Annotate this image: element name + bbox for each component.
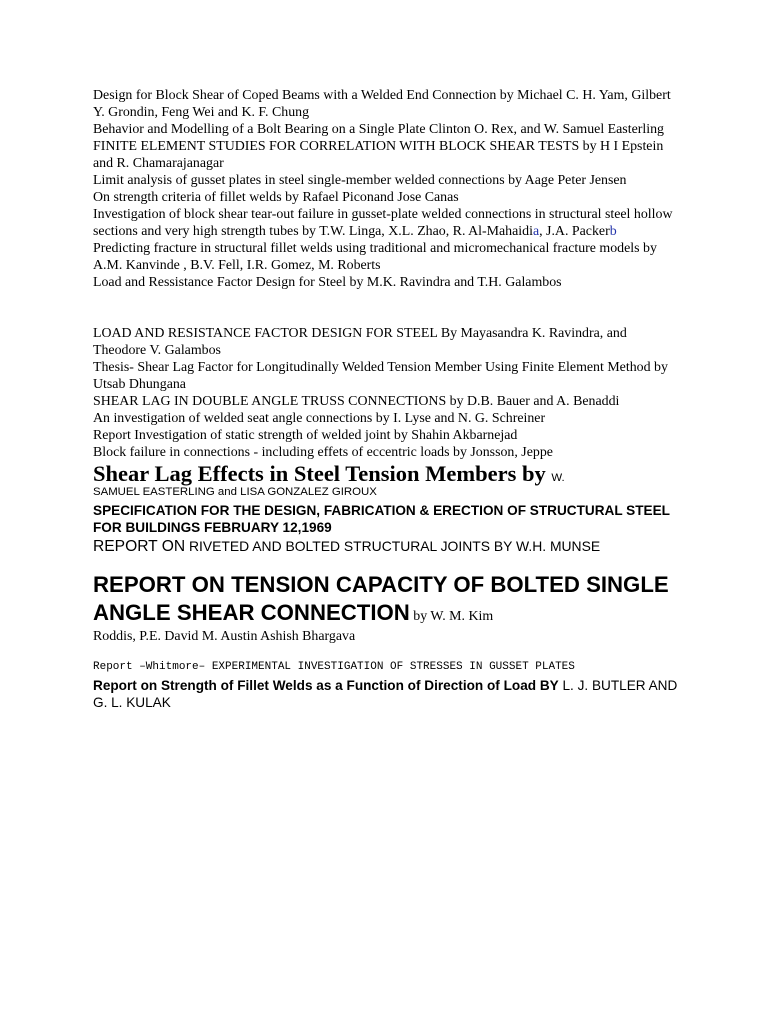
ref-tension-capacity (93, 571, 678, 631)
ref-jonsson: Block failure in connections - including effets of eccentric loads by Jonsson, Jeppe (93, 445, 553, 460)
ref-bauer: SHEAR LAG IN DOUBLE ANGLE TRUSS CONNECTIONS by D.B. Bauer and A. Benaddi (93, 394, 620, 409)
riveted-prefix: REPORT ON (93, 538, 186, 555)
ref-linga-affil-a: a (532, 224, 540, 239)
reference-list (93, 87, 678, 711)
reference-group-c (93, 325, 678, 461)
shear-lag-author-initial: W. (551, 472, 565, 484)
ref-akbarnejad: Report Investigation of static strength of welded joint by Shahin Akbarnejad (93, 428, 518, 443)
ref-yam: Design for Block Shear of Coped Beams with a Welded End Connection by Michael C. H. Yam, Gilbert Y. Grondin, Feng Wei and K. F. Chung (93, 88, 671, 120)
blank-gap (93, 291, 678, 325)
shear-lag-and: and (217, 486, 237, 498)
ref-ravindra: Load and Ressistance Factor Design for Steel by M.K. Ravindra and T.H. Galambos (93, 275, 562, 290)
ref-kanvinde: Predicting fracture in structural fillet welds using traditional and micromechanical fracture models by A.M. Kanvinde , B.V. Fell, I.R. Gomez, M. Roberts (93, 241, 657, 273)
reference-group-a (93, 87, 678, 291)
ref-rex: Behavior and Modelling of a Bolt Bearing on a Single Plate Clinton O. Rex, and W. Samuel Easterling (93, 122, 664, 137)
ref-whitmore: Report –Whitmore– EXPERIMENTAL INVESTIGATION OF STRESSES IN GUSSET PLATES (93, 661, 575, 673)
ref-linga (93, 206, 678, 240)
tension-by: by W. M. Kim (409, 609, 494, 624)
shear-lag-author-2: LISA GONZALEZ GIROUX (240, 486, 377, 498)
ref-picon: On strength criteria of fillet welds by Rafael Piconand Jose Canas (93, 190, 459, 205)
riveted-rest: RIVETED AND BOLTED STRUCTURAL JOINTS BY W.H. MUNSE (185, 538, 601, 554)
ref-epstein: FINITE ELEMENT STUDIES FOR CORRELATION WITH BLOCK SHEAR TESTS by H I Epstein and R. Chamarajanagar (93, 139, 664, 171)
fillet-authors: L. J. BUTLER AND G. L. KULAK (93, 678, 678, 710)
ref-dhungana: Thesis- Shear Lag Factor for Longitudinally Welded Tension Member Using Finite Element Method by Utsab Dhungana (93, 360, 668, 392)
shear-lag-title: Shear Lag Effects in Steel Tension Members by (93, 461, 546, 486)
ref-specification: SPECIFICATION FOR THE DESIGN, FABRICATION & ERECTION OF STRUCTURAL STEEL FOR BUILDINGS FEBRUARY 12,1969 (93, 503, 670, 535)
shear-lag-author-1: SAMUEL EASTERLING (93, 486, 215, 498)
ref-fillet-welds (93, 677, 678, 711)
ref-jensen: Limit analysis of gusset plates in steel single-member welded connections by Aage Peter Jensen (93, 173, 627, 188)
ref-linga-after: , J.A. Packer (539, 224, 610, 239)
fillet-title: Report on Strength of Fillet Welds as a Function of Direction of Load BY (93, 678, 559, 693)
ref-lyse: An investigation of welded seat angle connections by I. Lyse and N. G. Schreiner (93, 411, 546, 426)
tension-authors: Roddis, P.E. David M. Austin Ashish Bhargava (93, 629, 356, 644)
tension-title: REPORT ON TENSION CAPACITY OF BOLTED SINGLE ANGLE SHEAR CONNECTION (93, 572, 669, 625)
ref-linga-text: Investigation of block shear tear-out failure in gusset-plate welded connections in structural steel hollow sections and very high strength tubes by T.W. Linga, X.L. Zhao, R. Al-Mahaidi (93, 207, 673, 239)
ref-riveted (93, 536, 678, 557)
ref-lrfd: LOAD AND RESISTANCE FACTOR DESIGN FOR STEEL By Mayasandra K. Ravindra, and Theodore V. Galambos (93, 326, 627, 358)
ref-linga-affil-b: b (609, 224, 617, 239)
